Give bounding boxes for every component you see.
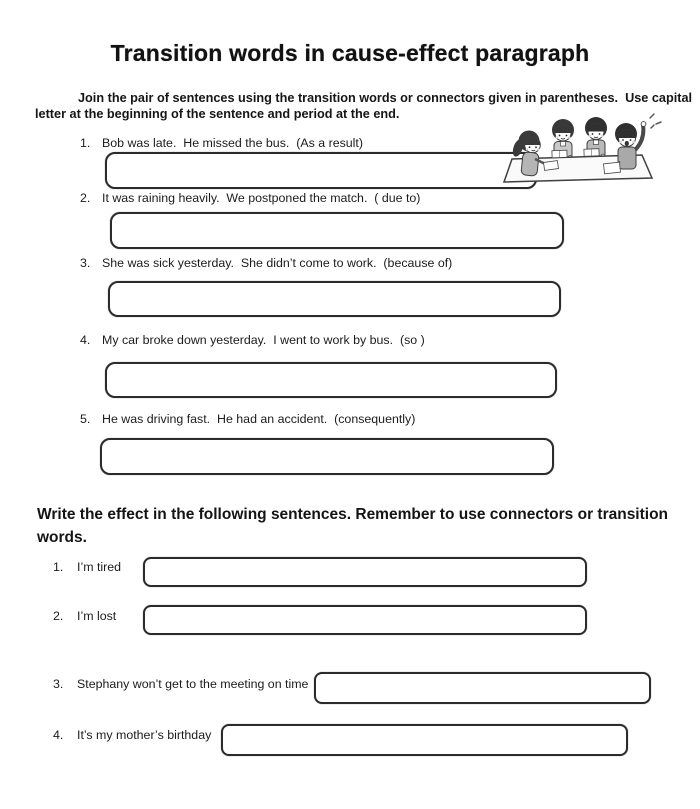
item-sentence: She was sick yesterday. She didn’t come to work. (because of) bbox=[102, 256, 453, 270]
item-number: 1. bbox=[80, 136, 91, 150]
exercise-4-label bbox=[80, 333, 425, 347]
student-boy-middle bbox=[585, 117, 607, 158]
instructions-line-2: letter at the beginning of the sentence and period at the end. bbox=[35, 107, 400, 121]
item-sentence: I’m tired bbox=[77, 560, 122, 574]
item-sentence: It’s my mother’s birthday bbox=[77, 728, 212, 742]
answer-box-7[interactable] bbox=[143, 605, 587, 635]
answer-box-6[interactable] bbox=[143, 557, 587, 587]
item-number: 3. bbox=[53, 677, 64, 691]
item-sentence: I’m lost bbox=[77, 609, 117, 623]
answer-box-9[interactable] bbox=[221, 724, 628, 756]
item-number: 1. bbox=[53, 560, 64, 574]
effect-4-label bbox=[53, 728, 211, 742]
section2-heading-line-2: words. bbox=[37, 529, 87, 546]
item-number: 4. bbox=[53, 728, 64, 742]
page-title: Transition words in cause-effect paragraph bbox=[110, 40, 590, 66]
exercise-1-label bbox=[80, 136, 363, 150]
item-number: 2. bbox=[80, 191, 91, 205]
answer-box-4[interactable] bbox=[105, 362, 557, 398]
effect-3-label bbox=[53, 677, 308, 691]
answer-box-5[interactable] bbox=[100, 438, 554, 475]
effect-2-label bbox=[53, 609, 116, 623]
section2-heading-line-1: Write the effect in the following sentences. Remember to use connectors or transition bbox=[37, 506, 669, 523]
exercise-5-label bbox=[80, 412, 415, 426]
item-sentence: My car broke down yesterday. I went to work by bus. (so ) bbox=[102, 333, 425, 347]
exercise-3-label bbox=[80, 256, 452, 270]
item-number: 4. bbox=[80, 333, 91, 347]
item-sentence: Stephany won’t get to the meeting on time bbox=[77, 677, 309, 691]
item-number: 5. bbox=[80, 412, 91, 426]
student-boy-raising-hand bbox=[604, 114, 661, 174]
item-number: 2. bbox=[53, 609, 64, 623]
answer-box-8[interactable] bbox=[314, 672, 651, 704]
answer-box-1[interactable] bbox=[105, 152, 537, 189]
item-number: 3. bbox=[80, 256, 91, 270]
student-girl-bob bbox=[552, 119, 574, 160]
sparkle-marks bbox=[650, 114, 661, 128]
item-sentence: It was raining heavily. We postponed the match. ( due to) bbox=[102, 191, 421, 205]
exercise-2-label bbox=[80, 191, 420, 205]
effect-1-label bbox=[53, 560, 121, 574]
instructions-line-1: Join the pair of sentences using the transition words or connectors given in parentheses. Use capital bbox=[78, 91, 693, 105]
item-sentence: Bob was late. He missed the bus. (As a result) bbox=[102, 136, 364, 150]
answer-box-2[interactable] bbox=[110, 212, 564, 249]
answer-box-3[interactable] bbox=[108, 281, 561, 317]
item-sentence: He was driving fast. He had an accident. (consequently) bbox=[102, 412, 416, 426]
